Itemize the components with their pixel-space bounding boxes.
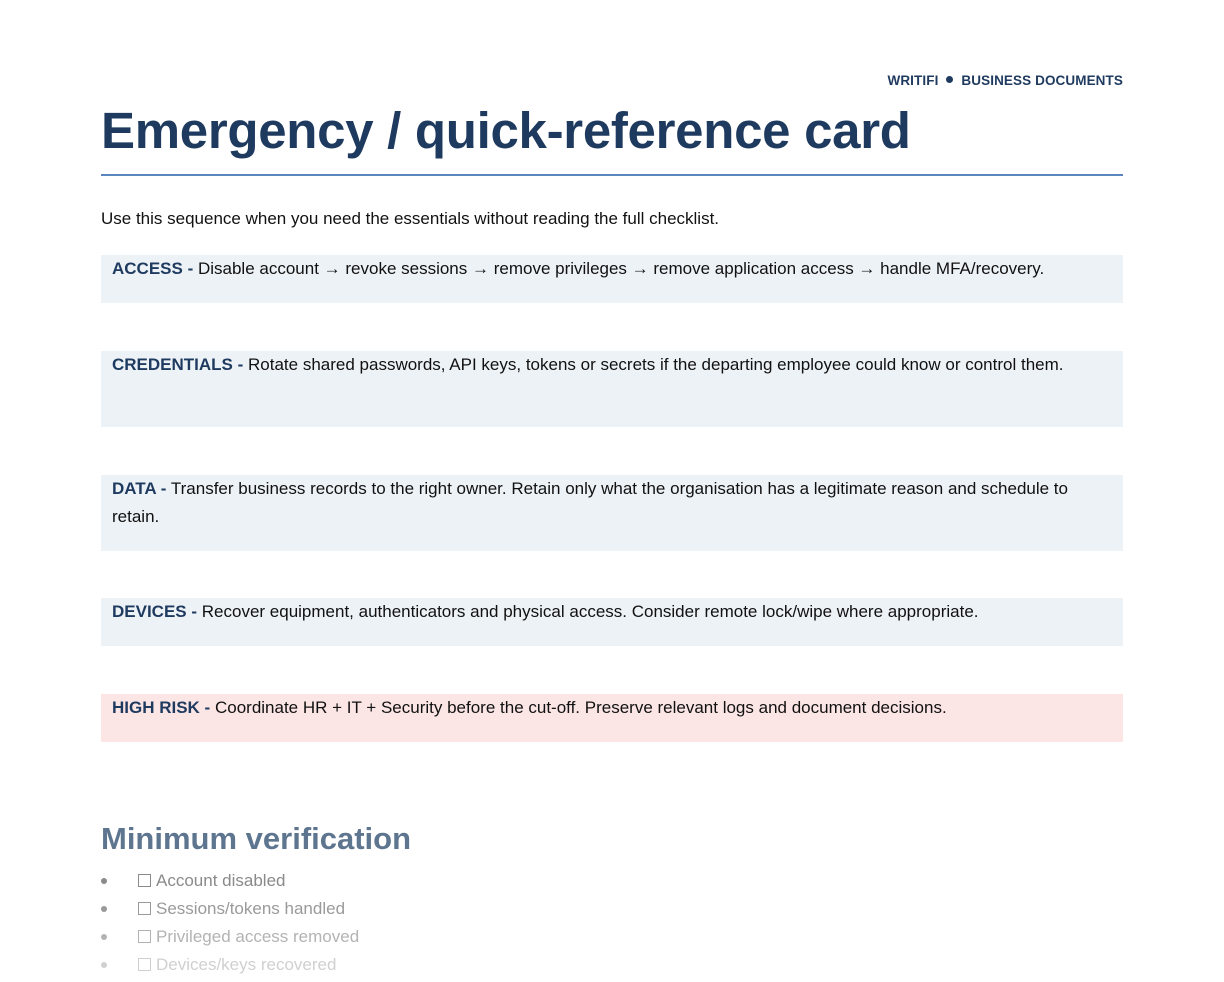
bullet-icon	[101, 934, 107, 940]
bullet-icon	[101, 878, 107, 884]
card-devices	[101, 598, 1123, 646]
brand-name: WRITIFI	[887, 73, 939, 88]
card-text: Recover equipment, authenticators and physical access. Consider remote lock/wipe where appropriate.	[201, 602, 979, 621]
card-label: CREDENTIALS -	[112, 355, 244, 374]
document-header-meta	[887, 73, 1123, 88]
document-category: BUSINESS DOCUMENTS	[961, 73, 1123, 88]
card-text: Rotate shared passwords, API keys, tokens or secrets if the departing employee could know or control them.	[248, 355, 1064, 374]
card-label: DEVICES -	[112, 602, 198, 621]
checklist-item-label: Privileged access removed	[156, 927, 360, 946]
page-title: Emergency / quick-reference card	[101, 102, 911, 159]
intro-text: Use this sequence when you need the essentials without reading the full checklist.	[101, 209, 720, 228]
card-label: HIGH RISK -	[112, 698, 211, 717]
card-credentials	[101, 351, 1123, 427]
card-text: Coordinate HR + IT + Security before the cut-off. Preserve relevant logs and document decisions.	[214, 698, 947, 717]
bullet-icon	[101, 906, 107, 912]
title-divider	[101, 174, 1123, 176]
bullet-icon	[101, 962, 107, 968]
card-data	[101, 475, 1123, 551]
card-text: Transfer business records to the right owner. Retain only what the organisation has a legitimate reason and schedule to retain.	[112, 479, 1068, 526]
section-title-verification: Minimum verification	[101, 821, 412, 856]
checklist-item-label: Sessions/tokens handled	[156, 899, 346, 918]
checkbox-icon	[138, 930, 151, 943]
card-label: DATA -	[112, 479, 167, 498]
checklist-item-label: Devices/keys recovered	[156, 955, 337, 974]
checkbox-icon	[138, 874, 151, 887]
card-label: ACCESS -	[112, 259, 194, 278]
card-high-risk	[101, 694, 1123, 742]
checkbox-icon	[138, 902, 151, 915]
separator-dot-icon	[946, 76, 953, 83]
checklist-item-label: Account disabled	[156, 871, 286, 890]
card-access	[101, 255, 1123, 303]
card-text: Disable account → revoke sessions → remove privileges → remove application access → handle MFA/recovery.	[197, 259, 1045, 278]
checkbox-icon	[138, 958, 151, 971]
